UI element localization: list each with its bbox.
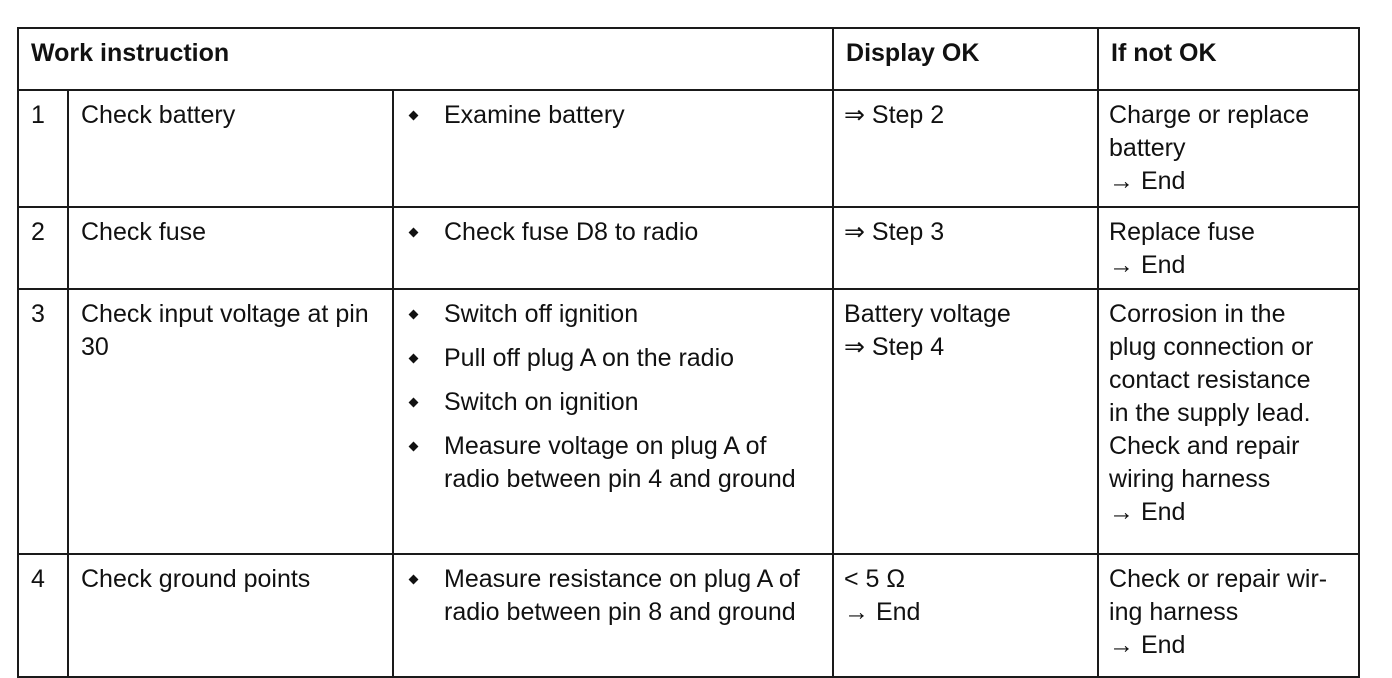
display-ok-cell [833,207,1098,289]
action-item [408,342,822,375]
action-text: Examine battery [444,101,625,129]
action-item [408,216,822,249]
display-ok-text: → End [844,598,921,626]
action-text: Pull off plug A on the radio [444,344,735,372]
work-instruction-table [17,27,1360,678]
if-not-ok-cell [1098,554,1359,677]
step-actions [393,207,833,289]
if-not-ok-text: contact resistance [1109,366,1311,394]
table-row [18,90,1359,207]
if-not-ok-cell [1098,90,1359,207]
if-not-ok-text: Check and repair [1109,432,1300,460]
action-text: Measure voltage on plug A of radio between pin 4 and ground [444,432,796,493]
diamond-bullet-icon [409,575,419,585]
if-not-ok-cell [1098,289,1359,554]
display-ok-cell [833,90,1098,207]
diamond-bullet-icon [409,228,419,238]
if-not-ok-text: → End [1109,631,1186,659]
table-row [18,207,1359,289]
header-display-ok: Display OK [833,28,1098,90]
action-item [408,298,822,331]
step-number: 3 [18,289,68,554]
action-text: Measure resistance on plug A of radio between pin 8 and ground [444,565,800,626]
if-not-ok-text: ing harness [1109,598,1239,626]
header-row [18,28,1359,90]
if-not-ok-text: Corrosion in the [1109,300,1286,328]
display-ok-text: ⇒ Step 3 [844,218,945,246]
action-list [408,298,822,496]
step-number: 2 [18,207,68,289]
diamond-bullet-icon [409,111,419,121]
step-actions [393,90,833,207]
action-list [408,99,822,132]
if-not-ok-text: → End [1109,167,1186,195]
step-number: 1 [18,90,68,207]
display-ok-text: Battery voltage [844,300,1011,328]
display-ok-text: ⇒ Step 4 [844,333,945,361]
action-text: Switch off ignition [444,300,639,328]
step-number: 4 [18,554,68,677]
action-text: Check fuse D8 to radio [444,218,699,246]
diamond-bullet-icon [409,354,419,364]
header-work-instruction: Work instruction [18,28,833,90]
if-not-ok-text: plug connection or [1109,333,1314,361]
table-row [18,554,1359,677]
if-not-ok-text: → End [1109,498,1186,526]
display-ok-text: < 5 Ω [844,565,906,593]
header-if-not-ok: If not OK [1098,28,1359,90]
if-not-ok-text: → End [1109,251,1186,279]
step-title: Check input voltage at pin 30 [68,289,393,554]
if-not-ok-text: battery [1109,134,1186,162]
table-row [18,289,1359,554]
step-title: Check fuse [68,207,393,289]
display-ok-cell [833,289,1098,554]
if-not-ok-text: wiring harness [1109,465,1271,493]
step-title: Check ground points [68,554,393,677]
if-not-ok-text: in the supply lead. [1109,399,1311,427]
action-item [408,99,822,132]
display-ok-text: ⇒ Step 2 [844,101,945,129]
action-text: Switch on ignition [444,388,639,416]
action-item [408,563,822,629]
step-actions [393,554,833,677]
if-not-ok-text: Check or repair wir- [1109,565,1328,593]
diamond-bullet-icon [409,398,419,408]
diamond-bullet-icon [409,310,419,320]
if-not-ok-cell [1098,207,1359,289]
action-list [408,216,822,249]
diamond-bullet-icon [409,442,419,452]
if-not-ok-text: Replace fuse [1109,218,1255,246]
if-not-ok-text: Charge or replace [1109,101,1310,129]
action-list [408,563,822,629]
action-item [408,386,822,419]
action-item [408,430,822,496]
step-actions [393,289,833,554]
step-title: Check battery [68,90,393,207]
display-ok-cell [833,554,1098,677]
